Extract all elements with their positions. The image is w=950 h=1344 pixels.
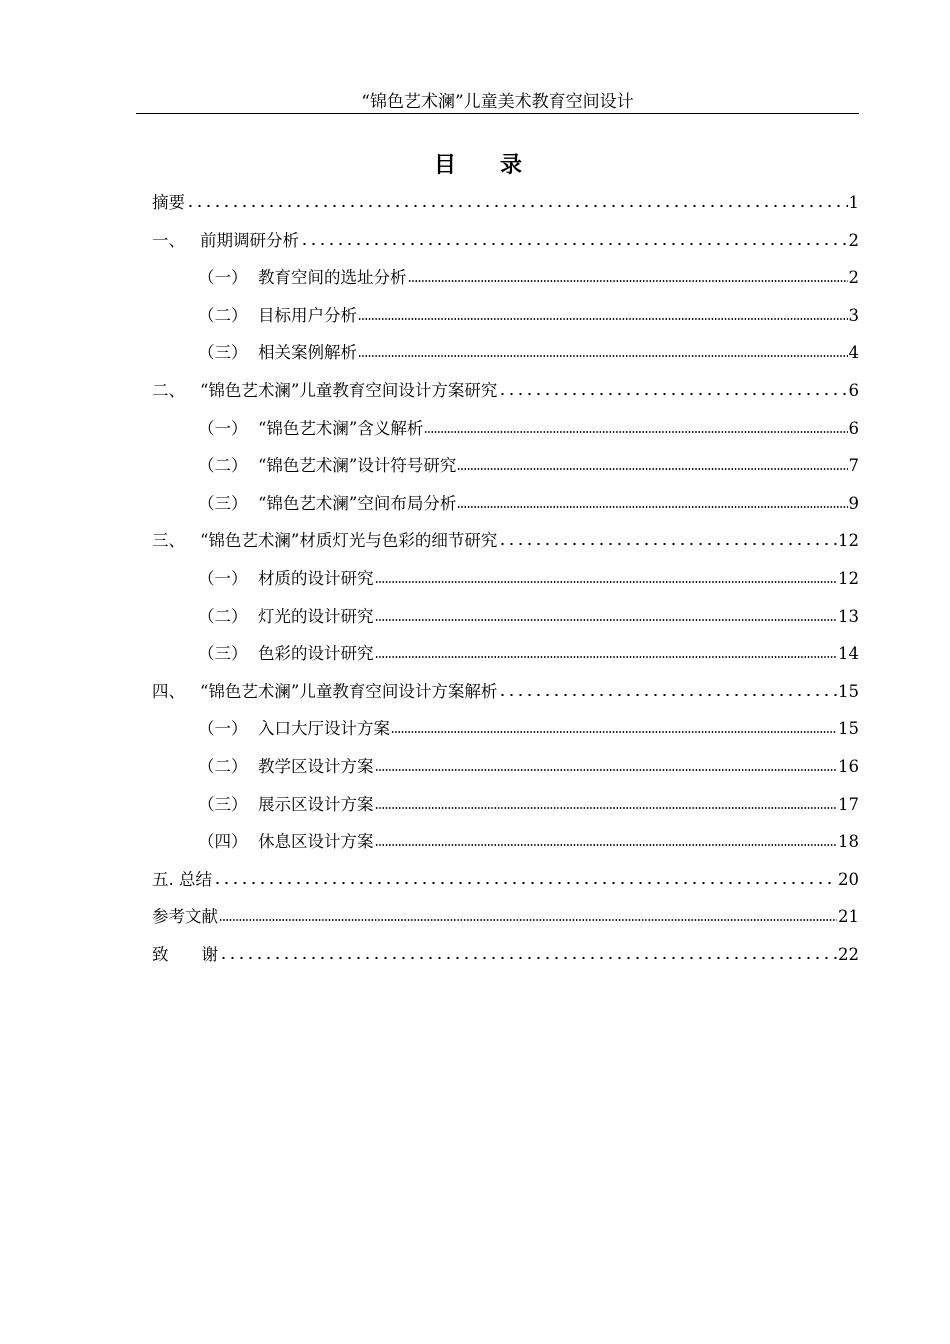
toc-entry[interactable] [152,679,859,717]
toc-entry-number: 三、 [152,531,185,551]
toc-entry[interactable] [152,340,859,378]
toc-entry-number: （三） [198,343,248,363]
toc-entry[interactable] [152,528,859,566]
toc-entry-page: 22 [838,944,859,964]
toc-entry-number: （二） [198,305,248,325]
toc-entry-page: 14 [838,644,859,664]
toc-entry[interactable] [152,566,859,604]
dot-leader [219,918,837,922]
dot-leader [219,956,837,960]
toc-entry-page: 7 [848,456,859,476]
dot-leader [424,430,847,434]
toc-entry-page: 16 [838,756,859,776]
toc-entry-page: 13 [838,606,859,626]
toc-entry-number: （三） [198,493,248,513]
toc-entry-page: 15 [838,719,859,739]
dot-leader [375,580,838,584]
toc-entry-title: 灯光的设计研究 [258,606,374,626]
toc-entry[interactable] [152,904,859,942]
toc-entry-number: （二） [198,756,248,776]
toc-entry-page: 17 [838,794,859,814]
toc-entry-title: 前期调研分析 [200,230,299,250]
toc-entry-number: （二） [198,456,248,476]
toc-entry-page: 18 [838,832,859,852]
toc-entry-number: （一） [198,719,248,739]
dot-leader [498,693,837,697]
toc-entry-title: “锦色艺术澜”儿童教育空间设计方案解析 [200,681,498,701]
toc-entry[interactable] [152,491,859,529]
toc-entry-number: 四、 [152,681,185,701]
toc-entry[interactable] [152,378,859,416]
toc-entry[interactable] [152,754,859,792]
dot-leader [375,806,838,810]
dot-leader [408,279,848,283]
toc-entry-title: 色彩的设计研究 [258,644,374,664]
toc-entry[interactable] [152,716,859,754]
toc-entry-page: 3 [848,305,859,325]
toc-entry[interactable] [152,867,859,905]
dot-leader [358,354,848,358]
table-of-contents [152,190,859,979]
toc-entry-title: “锦色艺术澜”空间布局分析 [258,493,457,513]
toc-entry-number: （一） [198,268,248,288]
toc-entry[interactable] [152,416,859,454]
toc-entry-title: 教学区设计方案 [258,756,374,776]
toc-entry[interactable] [152,265,859,303]
toc-entry-page: 21 [838,907,859,927]
toc-entry-title: 目标用户分析 [258,305,357,325]
dot-leader [457,505,847,509]
toc-entry-number: （三） [198,644,248,664]
toc-entry-title: “锦色艺术澜”含义解析 [258,418,424,438]
dot-leader [375,768,838,772]
dot-leader [358,317,848,321]
dot-leader [213,881,837,885]
toc-entry-title: “锦色艺术澜”儿童教育空间设计方案研究 [200,380,498,400]
toc-entry-title: 休息区设计方案 [258,832,374,852]
toc-entry-title: “锦色艺术澜”设计符号研究 [258,456,457,476]
toc-entry[interactable] [152,942,859,980]
toc-entry-number: 一、 [152,230,185,250]
dot-leader [498,392,847,396]
dot-leader [300,242,848,246]
toc-entry-page: 1 [848,193,859,212]
toc-entry-title: 摘要 [152,193,185,212]
toc-entry[interactable] [152,792,859,830]
toc-title: 目录 [433,152,566,178]
toc-entry[interactable] [152,453,859,491]
toc-entry[interactable] [152,604,859,642]
toc-entry-number: （三） [198,794,248,814]
toc-entry-page: 12 [838,568,859,588]
toc-entry[interactable] [152,190,859,228]
toc-entry-title: “锦色艺术澜”材质灯光与色彩的细节研究 [200,531,498,551]
dot-leader [457,467,847,471]
toc-entry-title: 相关案例解析 [258,343,357,363]
toc-entry[interactable] [152,641,859,679]
toc-entry-number: 二、 [152,380,185,400]
running-header: “锦色艺术澜”儿童美术教育空间设计 [361,92,634,112]
toc-entry[interactable] [152,228,859,266]
toc-entry-page: 9 [848,493,859,513]
toc-entry-page: 20 [838,869,859,889]
toc-entry-title: 五. 总结 [152,869,212,889]
toc-entry-page: 6 [848,380,859,400]
toc-entry-page: 2 [848,230,859,250]
toc-entry-page: 15 [838,681,859,701]
toc-entry-title: 材质的设计研究 [258,568,374,588]
toc-entry-title: 教育空间的选址分析 [258,268,407,288]
toc-entry-number: （二） [198,606,248,626]
toc-entry-number: （一） [198,418,248,438]
header-rule [136,113,859,114]
toc-entry-number: （四） [198,832,248,852]
toc-entry-title: 参考文献 [152,907,218,927]
dot-leader [375,843,838,847]
toc-entry-title: 致 谢 [152,944,218,964]
toc-entry-page: 12 [838,531,859,551]
dot-leader [375,655,838,659]
toc-entry-page: 2 [848,268,859,288]
dot-leader [186,204,848,208]
toc-entry-title: 入口大厅设计方案 [258,719,390,739]
dot-leader [375,618,838,622]
toc-entry[interactable] [152,303,859,341]
dot-leader [498,542,837,546]
dot-leader [391,730,837,734]
toc-entry[interactable] [152,829,859,867]
toc-entry-number: （一） [198,568,248,588]
toc-entry-page: 4 [848,343,859,363]
toc-entry-page: 6 [848,418,859,438]
toc-entry-title: 展示区设计方案 [258,794,374,814]
